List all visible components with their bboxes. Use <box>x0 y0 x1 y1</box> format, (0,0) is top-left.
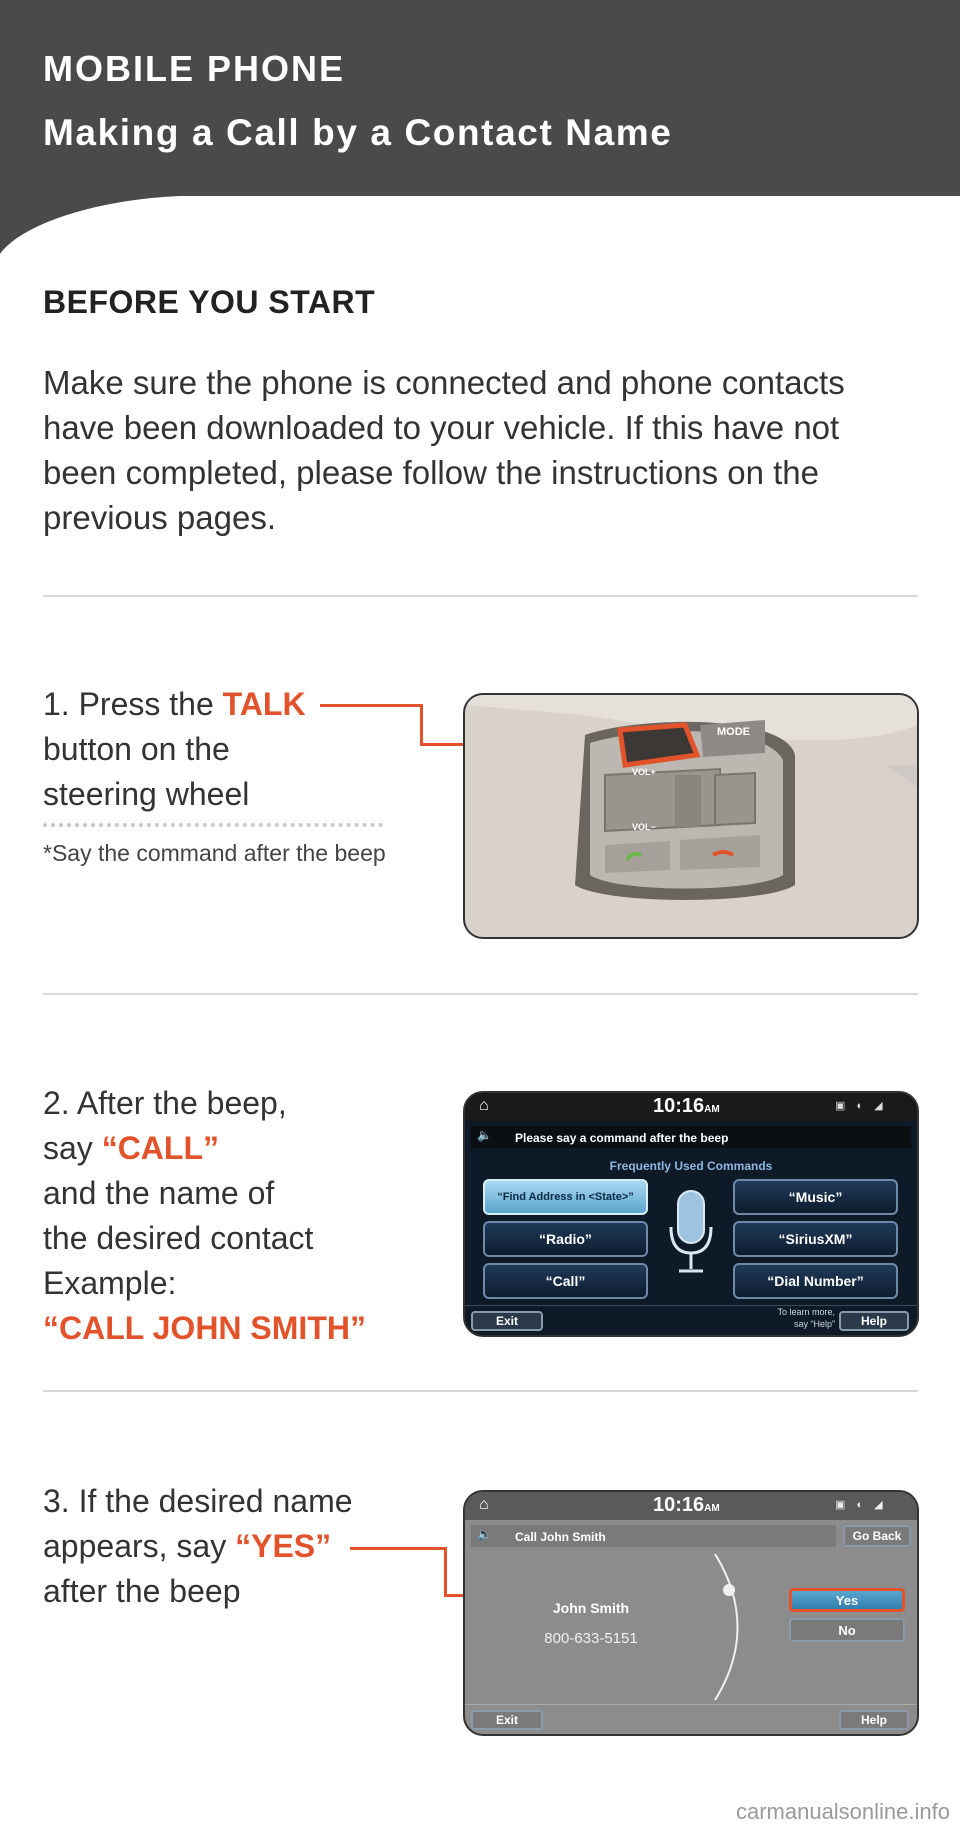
confirm-call-screen <box>463 1490 919 1736</box>
go-back-button[interactable]: Go Back <box>843 1525 911 1547</box>
clock-time: 10:16AM <box>653 1494 720 1516</box>
prompt-text: Call John Smith <box>515 1530 606 1544</box>
mode-button-label: MODE <box>717 726 750 738</box>
divider <box>43 993 918 995</box>
selector-arc <box>705 1552 745 1702</box>
step2-line4: the desired contact <box>43 1220 314 1256</box>
divider <box>43 1390 918 1392</box>
voice-command-screen <box>463 1091 919 1337</box>
command-siriusxm[interactable]: “SiriusXM” <box>733 1221 898 1257</box>
vol-up-label: VOL+ <box>632 767 656 777</box>
step3-line3: after the beep <box>43 1573 241 1609</box>
command-radio[interactable]: “Radio” <box>483 1221 648 1257</box>
help-button[interactable]: Help <box>839 1311 909 1331</box>
step2-say: say <box>43 1130 102 1166</box>
section-label: MOBILE PHONE <box>43 48 346 89</box>
step2-line1: 2. After the beep, <box>43 1085 287 1121</box>
divider <box>43 595 918 597</box>
command-dial-number[interactable]: “Dial Number” <box>733 1263 898 1299</box>
step1-line2: button on the <box>43 731 230 767</box>
page-title: Making a Call by a Contact Name <box>43 112 673 153</box>
callout-line <box>320 704 422 707</box>
callout-line <box>444 1547 447 1597</box>
step1-note: *Say the command after the beep <box>43 840 386 866</box>
step1-line3: steering wheel <box>43 776 250 812</box>
call-keyword: “CALL” <box>101 1130 219 1166</box>
command-find-address[interactable]: “Find Address in <State>” <box>483 1179 648 1215</box>
command-music[interactable]: “Music” <box>733 1179 898 1215</box>
step2-line5: Example: <box>43 1265 177 1301</box>
watermark: carmanualsonline.info <box>735 1799 950 1824</box>
steering-wheel-illustration <box>465 695 917 937</box>
step2-line2 <box>43 1126 219 1171</box>
home-icon[interactable]: ⌂ <box>479 1496 489 1513</box>
step1-line1 <box>43 682 306 727</box>
step3-line1: 3. If the desired name <box>43 1483 353 1519</box>
talk-keyword: TALK <box>222 686 306 722</box>
vol-down-label: VOL− <box>632 822 656 832</box>
footer-divider <box>465 1704 917 1705</box>
help-button[interactable]: Help <box>839 1710 909 1730</box>
status-icons: ▣ ◐ ◢ <box>835 1499 887 1511</box>
callout-line <box>350 1547 447 1550</box>
command-call[interactable]: “Call” <box>483 1263 648 1299</box>
intro-paragraph: Make sure the phone is connected and phone contacts have been downloaded to your vehicle. If this have not been completed, please follow the instructions on the previous pages. <box>43 364 845 536</box>
step1-prefix: 1. Press the <box>43 686 223 722</box>
step3-appears: appears, say <box>43 1528 236 1564</box>
footer-divider <box>465 1305 917 1306</box>
yes-button[interactable]: Yes <box>789 1588 905 1612</box>
home-icon[interactable]: ⌂ <box>479 1097 489 1114</box>
speaker-icon: 🔈 <box>477 1128 492 1142</box>
header-band <box>0 0 960 196</box>
step3-line2 <box>43 1524 331 1569</box>
microphone-icon <box>661 1183 721 1293</box>
steering-wheel-image <box>463 693 919 939</box>
dotted-separator <box>43 823 383 827</box>
before-you-start-heading: BEFORE YOU START <box>43 284 376 320</box>
contact-name: John Smith <box>552 1600 630 1616</box>
commands-subtitle: Frequently Used Commands <box>609 1159 773 1173</box>
exit-button[interactable]: Exit <box>471 1710 543 1730</box>
no-button[interactable]: No <box>789 1618 905 1642</box>
learn-more-hint: To learn more, say “Help” <box>777 1307 835 1329</box>
step2-line3: and the name of <box>43 1175 275 1211</box>
callout-line <box>420 704 423 746</box>
contact-number: 800-633-5151 <box>544 1630 638 1647</box>
clock-time: 10:16AM <box>653 1095 720 1117</box>
header-curve <box>0 196 960 276</box>
exit-button[interactable]: Exit <box>471 1311 543 1331</box>
speaker-icon: 🔈 <box>477 1527 492 1541</box>
step2-example: “CALL JOHN SMITH” <box>43 1310 366 1346</box>
prompt-text: Please say a command after the beep <box>515 1131 729 1145</box>
status-icons: ▣ ◐ ◢ <box>835 1100 887 1112</box>
yes-keyword: “YES” <box>235 1528 332 1564</box>
